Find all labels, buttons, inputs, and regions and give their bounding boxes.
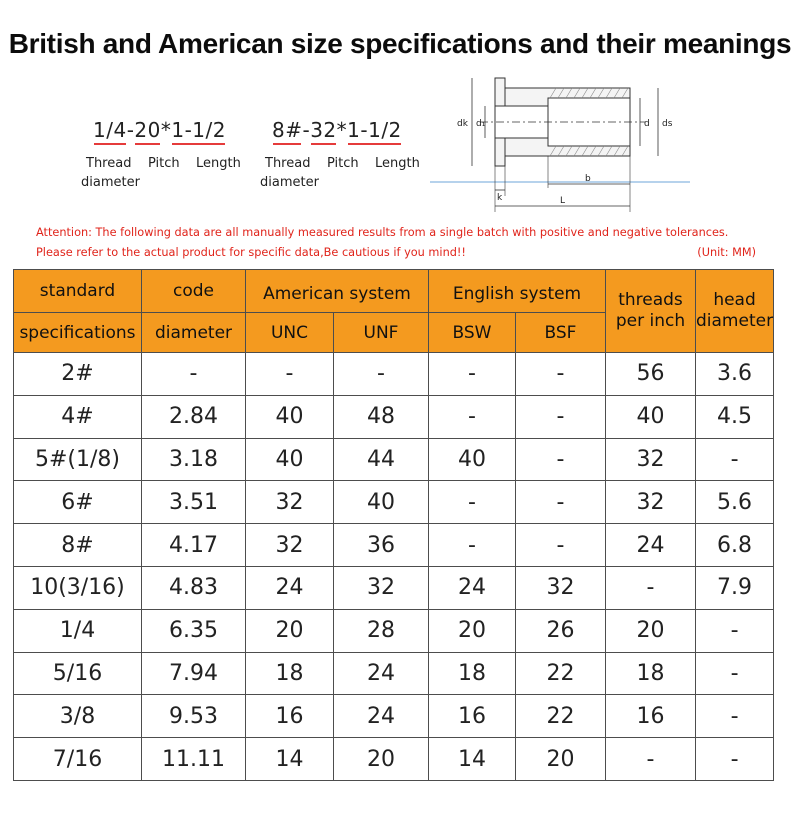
header-head-diameter: head diameter: [696, 270, 774, 353]
cell-head-diameter: 7.9: [696, 566, 774, 609]
example1-length-label: Length: [196, 156, 241, 171]
example1-pitch: 20: [134, 118, 161, 142]
example2-length: 1-1/2: [347, 118, 402, 142]
header-code: code: [142, 270, 246, 313]
cell-code-diameter: 6.35: [142, 609, 246, 652]
cell-head-diameter: -: [696, 738, 774, 781]
dk-label: dk: [457, 119, 468, 129]
cell-threads-per-inch: 16: [606, 695, 696, 738]
cell-bsw: 14: [429, 738, 516, 781]
cell-size: 7/16: [14, 738, 142, 781]
header-unf: UNF: [334, 313, 429, 353]
cell-unf: 24: [334, 695, 429, 738]
cell-bsf: 20: [516, 738, 606, 781]
cell-threads-per-inch: 18: [606, 652, 696, 695]
example2-thread-label: Thread: [265, 156, 311, 171]
header-specifications: specifications: [14, 313, 142, 353]
table-row: [14, 481, 774, 524]
cell-head-diameter: 3.6: [696, 353, 774, 396]
example2-length-label: Length: [375, 156, 420, 171]
cell-unc: 18: [246, 652, 334, 695]
cell-code-diameter: 11.11: [142, 738, 246, 781]
cell-head-diameter: 5.6: [696, 481, 774, 524]
cell-size: 6#: [14, 481, 142, 524]
cell-unf: 36: [334, 524, 429, 567]
cell-bsf: 22: [516, 652, 606, 695]
cell-unf: 44: [334, 438, 429, 481]
cell-bsf: -: [516, 524, 606, 567]
cell-unf: 48: [334, 395, 429, 438]
ds-label: ds: [662, 119, 673, 129]
cell-head-diameter: 4.5: [696, 395, 774, 438]
L-label: L: [560, 196, 566, 206]
cell-unf: -: [334, 353, 429, 396]
cell-unf: 20: [334, 738, 429, 781]
table-row: [14, 652, 774, 695]
spec-example-imperial: 1/4-20*1-1/2: [93, 118, 226, 142]
cell-code-diameter: 2.84: [142, 395, 246, 438]
cell-head-diameter: -: [696, 652, 774, 695]
cell-unc: 14: [246, 738, 334, 781]
cell-size: 5/16: [14, 652, 142, 695]
example2-pitch-label: Pitch: [327, 156, 359, 171]
table-row: [14, 353, 774, 396]
header-diameter: diameter: [142, 313, 246, 353]
example1-diameter-label: diameter: [81, 175, 140, 190]
cell-unc: 16: [246, 695, 334, 738]
cell-unc: 40: [246, 395, 334, 438]
cell-head-diameter: -: [696, 695, 774, 738]
d-label: d: [644, 119, 650, 129]
cell-threads-per-inch: 32: [606, 438, 696, 481]
b-label: b: [585, 174, 591, 184]
attention-note-2: Please refer to the actual product for specific data,Be cautious if you mind!!: [36, 246, 466, 259]
cell-code-diameter: -: [142, 353, 246, 396]
cell-bsf: 26: [516, 609, 606, 652]
cell-size: 3/8: [14, 695, 142, 738]
cell-bsw: 24: [429, 566, 516, 609]
cell-bsw: 20: [429, 609, 516, 652]
header-bsf: BSF: [516, 313, 606, 353]
table-row: [14, 695, 774, 738]
cell-unc: -: [246, 353, 334, 396]
cell-bsw: -: [429, 353, 516, 396]
table-row: [14, 395, 774, 438]
cell-code-diameter: 3.18: [142, 438, 246, 481]
cell-code-diameter: 9.53: [142, 695, 246, 738]
header-english-system: English system: [429, 270, 606, 313]
cell-bsf: 32: [516, 566, 606, 609]
cell-bsw: 16: [429, 695, 516, 738]
cell-head-diameter: -: [696, 438, 774, 481]
cell-threads-per-inch: -: [606, 566, 696, 609]
cell-bsf: 22: [516, 695, 606, 738]
cell-head-diameter: 6.8: [696, 524, 774, 567]
header-bsw: BSW: [429, 313, 516, 353]
table-row: [14, 524, 774, 567]
size-spec-table: [13, 269, 774, 781]
table-row: [14, 566, 774, 609]
cell-unc: 20: [246, 609, 334, 652]
example1-thread-diameter: 1/4: [93, 118, 127, 142]
example2-diameter-label: diameter: [260, 175, 319, 190]
table-row: [14, 609, 774, 652]
example1-length: 1-1/2: [171, 118, 226, 142]
cell-size: 10(3/16): [14, 566, 142, 609]
cell-head-diameter: -: [696, 609, 774, 652]
cell-unf: 40: [334, 481, 429, 524]
cell-size: 2#: [14, 353, 142, 396]
cell-threads-per-inch: -: [606, 738, 696, 781]
table-row: [14, 438, 774, 481]
example2-pitch: 32: [310, 118, 337, 142]
cell-size: 5#(1/8): [14, 438, 142, 481]
header-unc: UNC: [246, 313, 334, 353]
page-title: British and American size specifications and their meanings: [8, 28, 792, 59]
cell-unf: 32: [334, 566, 429, 609]
cell-threads-per-inch: 24: [606, 524, 696, 567]
table-row: [14, 738, 774, 781]
cell-unc: 32: [246, 524, 334, 567]
cell-size: 4#: [14, 395, 142, 438]
cell-unf: 24: [334, 652, 429, 695]
example1-thread-label: Thread: [86, 156, 132, 171]
cell-unc: 32: [246, 481, 334, 524]
k-label: k: [497, 193, 503, 203]
cell-threads-per-inch: 40: [606, 395, 696, 438]
cell-threads-per-inch: 32: [606, 481, 696, 524]
rivet-nut-diagram: [430, 70, 695, 220]
cell-threads-per-inch: 20: [606, 609, 696, 652]
d1-label: d₁: [476, 119, 486, 129]
cell-size: 1/4: [14, 609, 142, 652]
cell-threads-per-inch: 56: [606, 353, 696, 396]
cell-unc: 40: [246, 438, 334, 481]
table-body: [14, 353, 774, 781]
unit-note: (Unit: MM): [697, 246, 756, 259]
cell-bsf: -: [516, 353, 606, 396]
table-header-row-1: [14, 270, 774, 313]
header-threads-per-inch: threads per inch: [606, 270, 696, 353]
cell-bsf: -: [516, 395, 606, 438]
cell-code-diameter: 4.17: [142, 524, 246, 567]
header-standard: standard: [14, 270, 142, 313]
cell-bsf: -: [516, 481, 606, 524]
cell-unc: 24: [246, 566, 334, 609]
cell-bsf: -: [516, 438, 606, 481]
spec-example-number: 8#-32*1-1/2: [272, 118, 402, 142]
cell-bsw: 18: [429, 652, 516, 695]
cell-unf: 28: [334, 609, 429, 652]
cell-bsw: -: [429, 524, 516, 567]
cell-code-diameter: 3.51: [142, 481, 246, 524]
attention-note: Attention: The following data are all manually measured results from a single batch with positive and negative tolerances.: [36, 226, 729, 239]
header-american-system: American system: [246, 270, 429, 313]
example1-pitch-label: Pitch: [148, 156, 180, 171]
example2-thread-diameter: 8#: [272, 118, 303, 142]
cell-size: 8#: [14, 524, 142, 567]
cell-code-diameter: 7.94: [142, 652, 246, 695]
cell-bsw: 40: [429, 438, 516, 481]
cell-code-diameter: 4.83: [142, 566, 246, 609]
cell-bsw: -: [429, 395, 516, 438]
cell-bsw: -: [429, 481, 516, 524]
